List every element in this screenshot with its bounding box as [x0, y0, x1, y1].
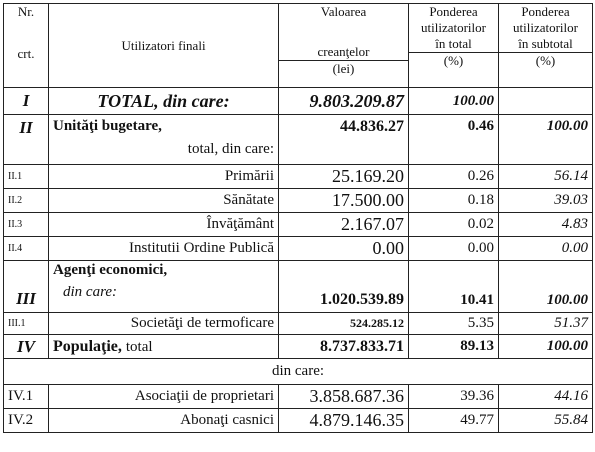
- row-p1-label: Asociaţii de proprietari: [49, 385, 279, 409]
- row-budget-share-total: 0.46: [409, 115, 499, 165]
- header-share-total-line1: Ponderea: [429, 4, 478, 19]
- row-p1: [4, 385, 593, 409]
- row-total-nr: I: [4, 88, 49, 115]
- header-value-line1: Valoarea: [320, 4, 367, 19]
- row-b3-nr: II.3: [4, 213, 49, 237]
- header-share-sub-line3: în subtotal: [518, 36, 573, 51]
- row-e1-value: 524.285.12: [279, 313, 409, 335]
- row-b4-share-total: 0.00: [409, 237, 499, 261]
- row-b1-nr: II.1: [4, 165, 49, 189]
- row-p2-label: Abonaţi casnici: [49, 409, 279, 433]
- header-share-sub-unit: (%): [499, 52, 592, 69]
- row-e1-share-total: 5.35: [409, 313, 499, 335]
- row-p1-share-total: 39.36: [409, 385, 499, 409]
- row-b1-share-sub: 56.14: [499, 165, 593, 189]
- row-pop-label-suffix: total: [125, 338, 153, 355]
- row-b1-share-total: 0.26: [409, 165, 499, 189]
- header-share-total-line3: în total: [435, 36, 472, 51]
- row-budget-label-cell: [49, 115, 279, 165]
- row-b3-label: Învăţământ: [49, 213, 279, 237]
- row-p2-nr: IV.2: [4, 409, 49, 433]
- row-p2-value: 4.879.146.35: [279, 409, 409, 433]
- row-e1-label: Societăţi de termoficare: [49, 313, 279, 335]
- header-value-unit: (lei): [279, 60, 408, 77]
- header-users-label: Utilizatori finali: [121, 37, 206, 53]
- row-pop-label-cell: [49, 335, 279, 359]
- row-b2-share-sub: 39.03: [499, 189, 593, 213]
- row-econ-label2: din care:: [63, 284, 118, 300]
- row-p2: [4, 409, 593, 433]
- header-share-total-unit: (%): [409, 52, 498, 69]
- row-b4-value: 0.00: [279, 237, 409, 261]
- row-b4-label: Institutii Ordine Publică: [49, 237, 279, 261]
- receivables-table: [3, 3, 593, 433]
- row-b1-value: 25.169.20: [279, 165, 409, 189]
- row-p1-nr: IV.1: [4, 385, 49, 409]
- row-budget-label2: total, din care:: [187, 141, 274, 157]
- row-p2-share-total: 49.77: [409, 409, 499, 433]
- row-pop-value: 8.737.833.71: [279, 335, 409, 359]
- header-share-sub-line1: Ponderea: [521, 4, 570, 19]
- row-budget: [4, 115, 593, 165]
- row-total-value: 9.803.209.87: [279, 88, 409, 115]
- row-pop-share-total: 89.13: [409, 335, 499, 359]
- row-b1: [4, 165, 593, 189]
- row-budget-nr: II: [4, 115, 49, 165]
- row-total: [4, 88, 593, 115]
- row-p1-value: 3.858.687.36: [279, 385, 409, 409]
- row-econ-share-total: 10.41: [409, 261, 499, 313]
- row-b2-share-total: 0.18: [409, 189, 499, 213]
- header-share-sub: [499, 4, 593, 88]
- row-total-share-total: 100.00: [409, 88, 499, 115]
- header-value: [279, 4, 409, 88]
- row-pop-share-sub: 100.00: [499, 335, 593, 359]
- header-row: [4, 4, 593, 88]
- row-econ-share-sub: 100.00: [499, 261, 593, 313]
- row-budget-share-sub: 100.00: [499, 115, 593, 165]
- row-b3-value: 2.167.07: [279, 213, 409, 237]
- row-budget-value: 44.836.27: [279, 115, 409, 165]
- row-e1-nr: III.1: [4, 313, 49, 335]
- header-nr: [4, 4, 49, 88]
- row-b4-nr: II.4: [4, 237, 49, 261]
- row-total-label: TOTAL, din care:: [49, 88, 279, 115]
- row-b1-label: Primării: [49, 165, 279, 189]
- row-b2: [4, 189, 593, 213]
- row-econ-value: 1.020.539.89: [279, 261, 409, 313]
- row-budget-label: Unităţi bugetare,: [53, 118, 162, 134]
- row-b2-value: 17.500.00: [279, 189, 409, 213]
- header-users: [49, 4, 279, 88]
- row-b3-share-total: 0.02: [409, 213, 499, 237]
- row-pop-nr: IV: [4, 335, 49, 359]
- row-b3: [4, 213, 593, 237]
- row-b2-nr: II.2: [4, 189, 49, 213]
- row-b2-label: Sănătate: [49, 189, 279, 213]
- row-econ: [4, 261, 593, 313]
- row-b4: [4, 237, 593, 261]
- row-p2-share-sub: 55.84: [499, 409, 593, 433]
- row-total-share-sub: [499, 88, 593, 115]
- row-econ-label: Agenţi economici,: [53, 262, 168, 278]
- header-nr-line1: Nr.: [17, 4, 35, 19]
- header-nr-line2: crt.: [17, 46, 35, 61]
- header-share-total-line2: utilizatorilor: [421, 20, 486, 35]
- row-p1-share-sub: 44.16: [499, 385, 593, 409]
- row-e1: [4, 313, 593, 335]
- header-share-total: [409, 4, 499, 88]
- header-share-sub-line2: utilizatorilor: [513, 20, 578, 35]
- row-b3-share-sub: 4.83: [499, 213, 593, 237]
- row-e1-share-sub: 51.37: [499, 313, 593, 335]
- row-econ-label-cell: [49, 261, 279, 313]
- row-econ-nr: III: [4, 261, 49, 313]
- row-pop-sub-label: din care:: [4, 359, 593, 385]
- row-b4-share-sub: 0.00: [499, 237, 593, 261]
- row-pop-label: Populaţie,: [53, 337, 122, 355]
- row-pop: [4, 335, 593, 359]
- header-value-line2: creanţelor: [317, 44, 370, 59]
- row-pop-sub: [4, 359, 593, 385]
